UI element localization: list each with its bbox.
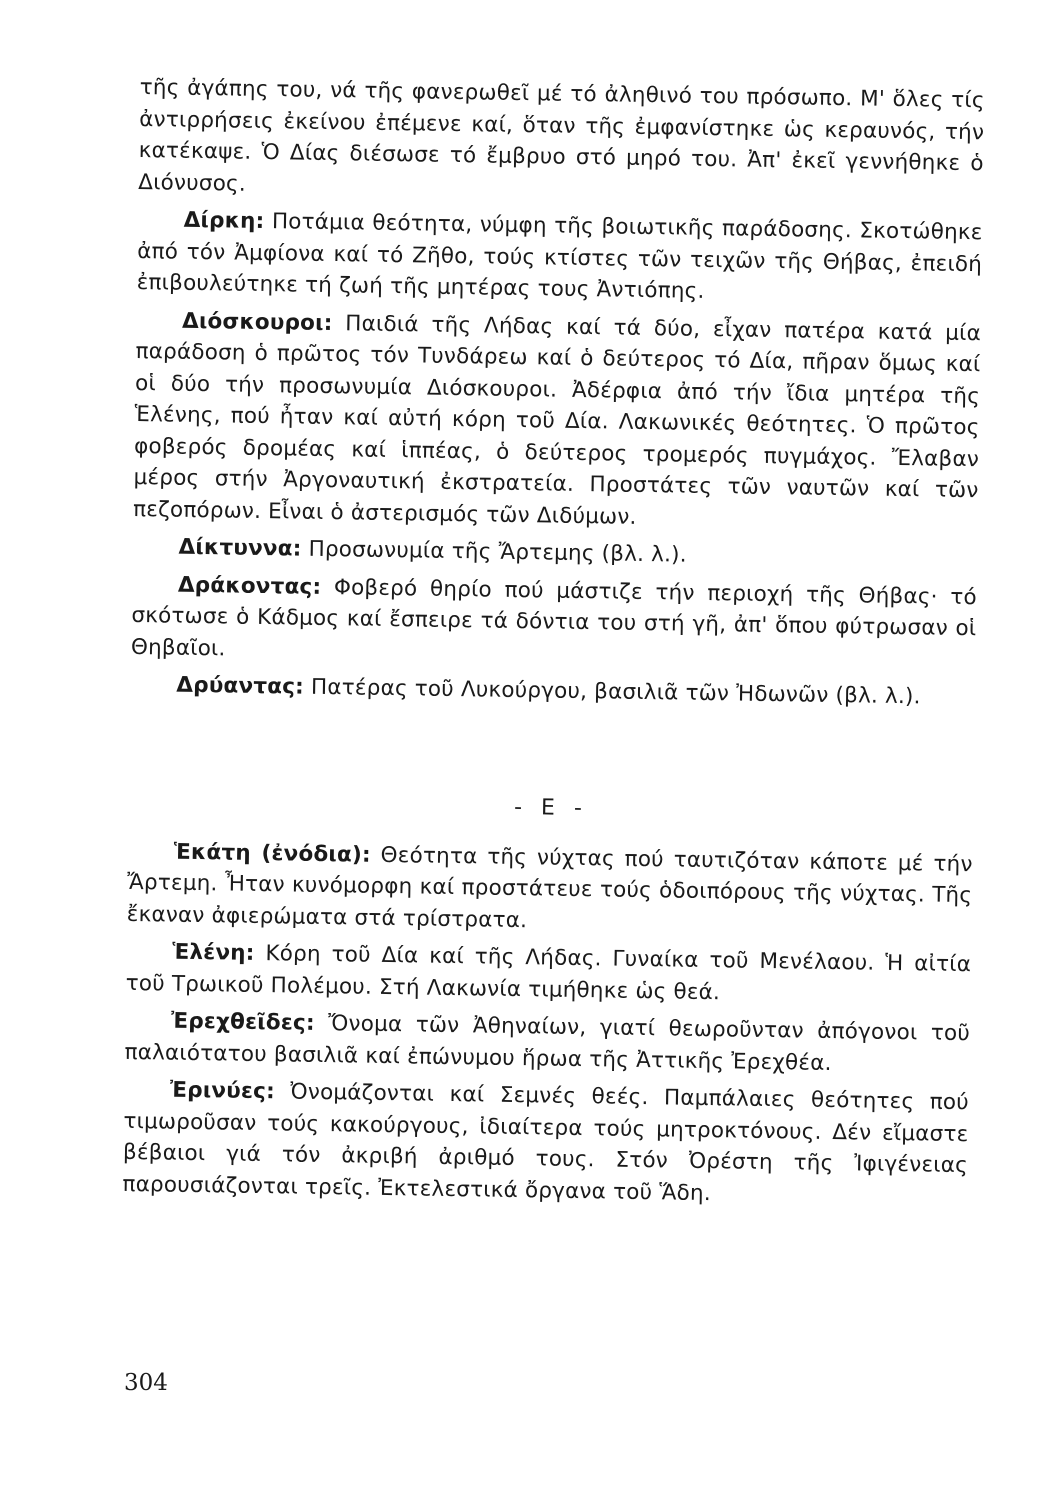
entry-term: Ἑκάτη (ἐνόδια): (173, 839, 371, 868)
entry-text: Ὄνομα τῶν Ἀθηναίων, γιατί θεωροῦνταν ἀπόγονοι τοῦ παλαιότατου βασιλιᾶ καί ἐπώνυμου ἥρωα τῆς Ἀττικῆς Ἐρεχθέα. (124, 1010, 971, 1076)
entry-dioskouroi (133, 304, 981, 538)
entry-text: Πατέρας τοῦ Λυκούργου, βασιλιᾶ τῶν Ἠδωνῶν (βλ. λ.). (303, 674, 921, 710)
entry-text: Προσωνυμία τῆς Ἄρτεμης (βλ. λ.). (301, 536, 687, 568)
entry-text: Ὀνομάζονται καί Σεμνές θεές. Παμπάλαιες θεότητες πού τιμωροῦσαν τούς κακούργους, ἰδιαίτερα τούς μητροκτόνους. Δέν εἴμαστε βέβαιοι γιά τόν ἀκριβή ἀριθμό τους. Στόν Ὀρέστη τῆς Ἰφιγένειας παρουσιάζονται τρεῖς. Ἐκτελεστικά ὄργανα τοῦ Ἅδη. (122, 1079, 970, 1206)
entry-term: Δίρκη: (183, 207, 265, 234)
entry-term: Δίκτυννα: (178, 534, 302, 562)
entry-term: Δρύαντας: (176, 672, 305, 700)
entry-dryantas (130, 669, 975, 714)
entry-text: Φοβερό θηρίο πού μάστιζε τήν περιοχή τῆς Θήβας· τό σκότωσε ὁ Κάδμος καί ἔσπειρε τά δόντια του στή γῆ, ἀπ' ὅπου φύτρωσαν οἱ Θηβαῖοι. (130, 574, 978, 661)
entry-drakontas (131, 568, 977, 676)
entry-erechtheides (124, 1005, 970, 1081)
entry-term: Δράκοντας: (177, 572, 322, 600)
entry-term: Ἑλένη: (171, 939, 255, 966)
entry-helene (125, 936, 971, 1012)
text-column (122, 72, 985, 1219)
entry-term: Ἐρεχθεῖδες: (170, 1008, 315, 1036)
entry-text: Παιδιά τῆς Λήδας καί τά δύο, εἶχαν πατέρα κατά μία παράδοση ὁ πρῶτος τόν Τυνδάρεω καί ὁ δεύτερος τό Δία, πῆραν ὅμως καί οἱ δύο τήν προσωνυμία Διόσκουροι. Ἀδέρφια ἀπό τήν ἴδια μητέρα τῆς Ἑλένης, πού ἦταν καί αὐτή κόρη τοῦ Δία. Λακωνικές θεότητες. Ὁ πρῶτος φοβερός δρομέας καί ἱππέας, ὁ δεύτερος τρομερός πυγμάχος. Ἔλαβαν μέρος στήν Ἀργοναυτική ἐκστρατεία. Προστάτες τῶν ναυτῶν καί τῶν πεζοπόρων. Εἶναι ὁ ἀστερισμός τῶν Διδύμων. (132, 310, 982, 530)
entry-text: Θεότητα τῆς νύχτας πού ταυτιζόταν κάποτε μέ τήν Ἄρτεμη. Ἦταν κυνόμορφη καί προστάτευε τούς ὁδοιπόρους τῆς νύχτας. Τῆς ἔκαναν ἀφιερώματα στά τρίστρατα. (126, 842, 973, 933)
entry-erinyes (122, 1074, 969, 1213)
entry-hekate (127, 835, 973, 943)
continuation-paragraph: τῆς ἀγάπης του, νά τῆς φανερωθεῖ μέ τό ἀληθινό του πρόσωπο. Μ' ὅλες τίς ἀντιρρήσεις ἐκείνου ἐπέμενε καί, ὅταν τῆς ἐμφανίστηκε ὡς κεραυνός, τήν κατέκαψε. Ὁ Δίας διέσωσε τό ἔμβρυο στό μηρό του. Ἀπ' ἐκεῖ γεννήθηκε ὁ Διόνυσος. (138, 74, 985, 197)
entry-term: Ἐρινύες: (169, 1077, 276, 1105)
entry-text: Ποτάμια θεότητα, νύμφη τῆς βοιωτικῆς παράδοσης. Σκοτώθηκε ἀπό τόν Ἀμφίονα καί τό Ζῆθο, τούς κτίστες τῶν τειχῶν τῆς Θήβας, ἐπειδή ἐπιβουλεύτηκε τή ζωή τῆς μητέρας τους Ἀντιόπης. (136, 208, 983, 304)
entry-diktynna (132, 531, 977, 576)
entry-term: Διόσκουροι: (181, 308, 333, 336)
section-heading-epsilon: - Ε - (513, 794, 589, 821)
section-spacer (129, 706, 975, 801)
page-number: 304 (124, 1370, 168, 1396)
entry-dirke (136, 204, 982, 312)
entry-text: Κόρη τοῦ Δία καί τῆς Λήδας. Γυναίκα τοῦ Μενέλαου. Ἡ αἰτία τοῦ Τρωικοῦ Πολέμου. Στή Λακωνία τιμήθηκε ὡς θεά. (125, 940, 972, 1005)
